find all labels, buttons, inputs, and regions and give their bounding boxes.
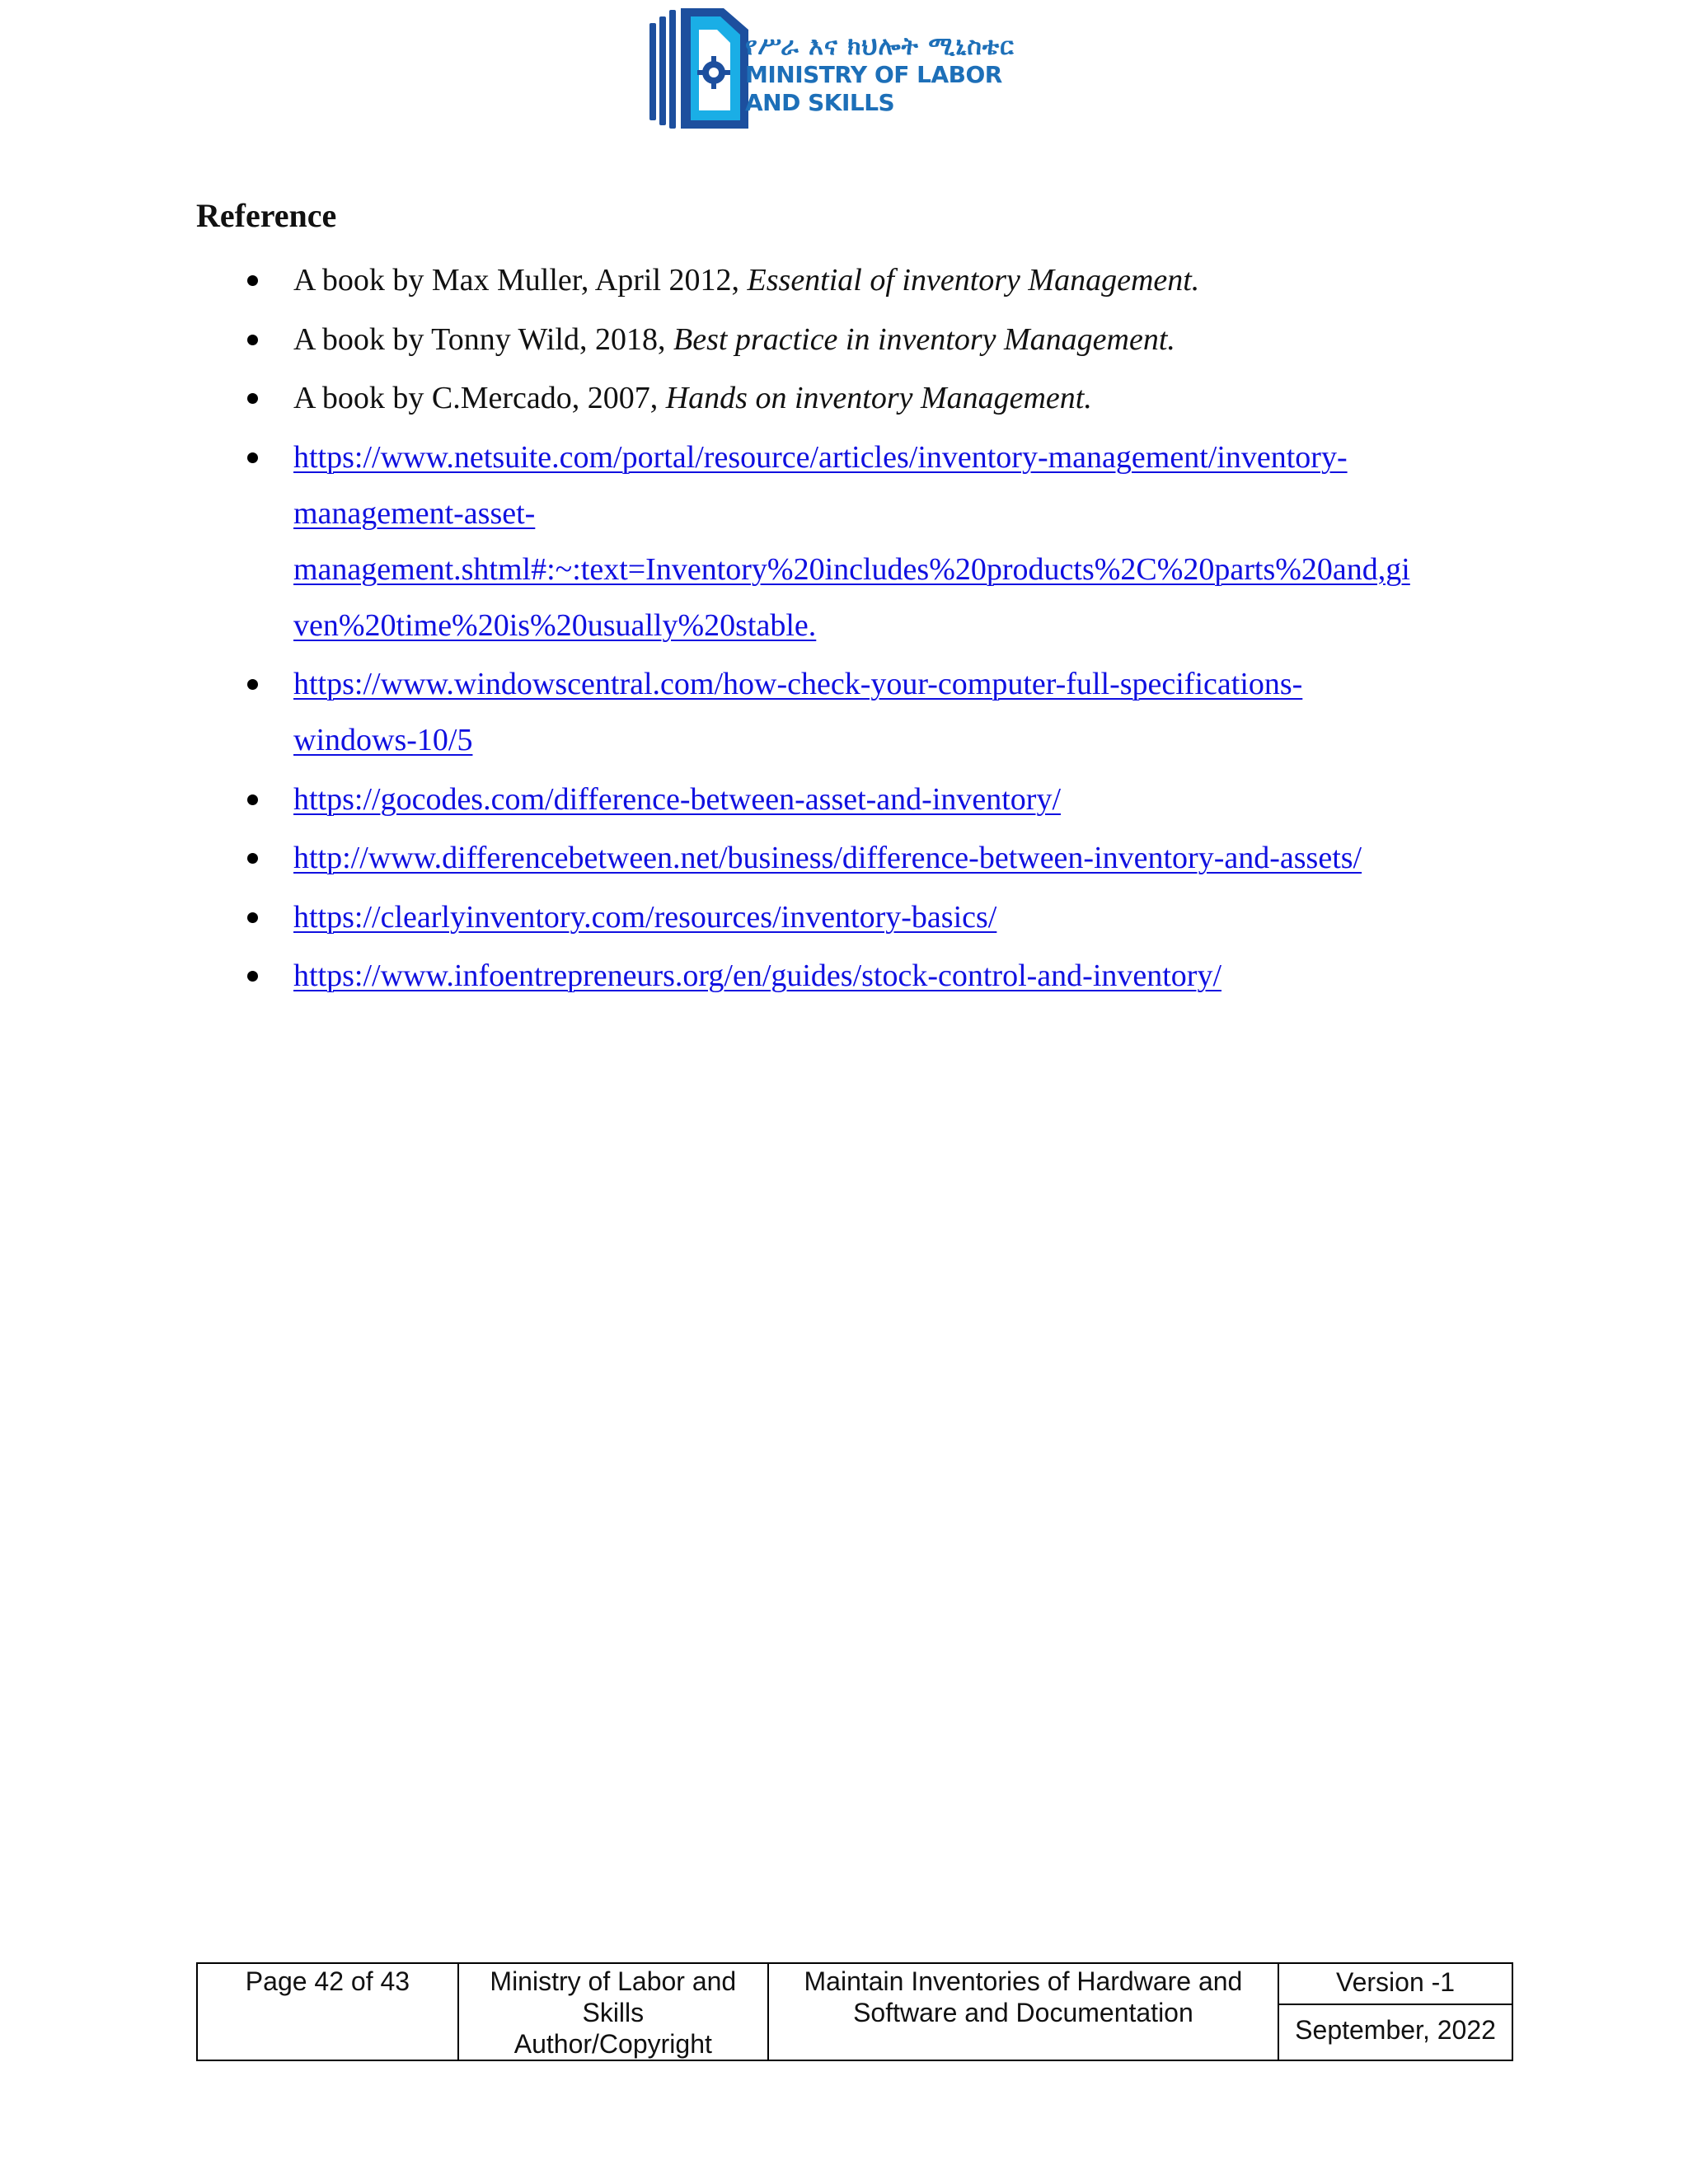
reference-item-book-2 bbox=[196, 312, 1482, 368]
logo-amharic-text: የሥራ እና ክህሎት ሚኒስቴር bbox=[745, 32, 1015, 61]
reference-prefix: A book by C.Mercado, 2007, bbox=[293, 381, 666, 415]
reference-link-windowscentral[interactable] bbox=[293, 667, 1302, 757]
reference-title: Essential of inventory Management. bbox=[747, 263, 1200, 298]
reference-title: Best practice in inventory Management. bbox=[673, 321, 1175, 357]
bullet-icon bbox=[247, 794, 258, 805]
footer-copyright: Author/Copyright bbox=[513, 2029, 712, 2059]
logo-line2: AND SKILLS bbox=[745, 89, 895, 116]
reference-link-netsuite[interactable] bbox=[293, 440, 1410, 643]
link-line: ven%20time%20is%20usually%20stable. bbox=[293, 607, 817, 643]
reference-item-book-1 bbox=[196, 252, 1482, 308]
page-footer bbox=[196, 1962, 1513, 2061]
bullet-icon bbox=[247, 275, 258, 286]
reference-item-link-windowscentral bbox=[196, 656, 1482, 768]
reference-item-link-infoentrepreneurs bbox=[196, 948, 1482, 1004]
reference-item-link-differencebetween bbox=[196, 830, 1482, 886]
ministry-logo-icon bbox=[648, 5, 755, 137]
reference-item-link-clearlyinventory bbox=[196, 889, 1482, 945]
reference-link-differencebetween[interactable]: http://www.differencebetween.net/business/difference-between-inventory-and-assets/ bbox=[293, 841, 1362, 875]
reference-link-infoentrepreneurs[interactable]: https://www.infoentrepreneurs.org/en/guides/stock-control-and-inventory/ bbox=[293, 958, 1222, 993]
reference-heading: Reference bbox=[196, 197, 337, 234]
reference-link-gocodes[interactable]: https://gocodes.com/difference-between-asset-and-inventory/ bbox=[293, 781, 1062, 817]
link-line: windows-10/5 bbox=[293, 723, 473, 757]
ministry-logo-text bbox=[745, 33, 1015, 117]
footer-organization bbox=[458, 1963, 768, 2060]
ministry-logo bbox=[648, 5, 1015, 137]
reference-item-link-netsuite bbox=[196, 429, 1482, 654]
footer-org-line: Skills bbox=[582, 1998, 645, 2027]
reference-title: Hands on inventory Management. bbox=[665, 381, 1092, 415]
reference-item-link-gocodes bbox=[196, 771, 1482, 827]
link-line: management.shtml#:~:text=Inventory%20includes%20products%2C%20parts%20and,gi bbox=[293, 551, 1410, 587]
footer-org-line: Ministry of Labor and bbox=[490, 1966, 737, 1996]
bullet-icon bbox=[247, 971, 258, 982]
footer-title-line: Software and Documentation bbox=[853, 1998, 1193, 2027]
footer-version: Version -1 bbox=[1279, 1964, 1512, 2005]
bullet-icon bbox=[247, 853, 258, 864]
bullet-icon bbox=[247, 393, 258, 404]
link-line: https://www.windowscentral.com/how-check-your-computer-full-specifications- bbox=[293, 667, 1303, 701]
bullet-icon bbox=[247, 452, 258, 463]
footer-version-cell bbox=[1278, 1963, 1512, 2060]
logo-line1: MINISTRY OF LABOR bbox=[745, 61, 1002, 88]
footer-date: September, 2022 bbox=[1295, 2015, 1496, 2045]
link-line: https://www.netsuite.com/portal/resource/articles/inventory-management/inventory- bbox=[293, 439, 1348, 475]
footer-page-number: Page 42 of 43 bbox=[197, 1963, 458, 2060]
bullet-icon bbox=[247, 912, 258, 923]
bullet-icon bbox=[247, 335, 258, 345]
reference-link-clearlyinventory[interactable]: https://clearlyinventory.com/resources/inventory-basics/ bbox=[293, 899, 997, 935]
reference-prefix: A book by Max Muller, April 2012, bbox=[293, 263, 748, 298]
reference-item-book-3 bbox=[196, 370, 1482, 426]
footer-document-title bbox=[768, 1963, 1278, 2060]
reference-list bbox=[196, 252, 1482, 1007]
footer-title-line: Maintain Inventories of Hardware and bbox=[804, 1966, 1243, 1996]
bullet-icon bbox=[247, 679, 258, 690]
reference-prefix: A book by Tonny Wild, 2018, bbox=[293, 321, 673, 357]
link-line: management-asset- bbox=[293, 495, 536, 531]
